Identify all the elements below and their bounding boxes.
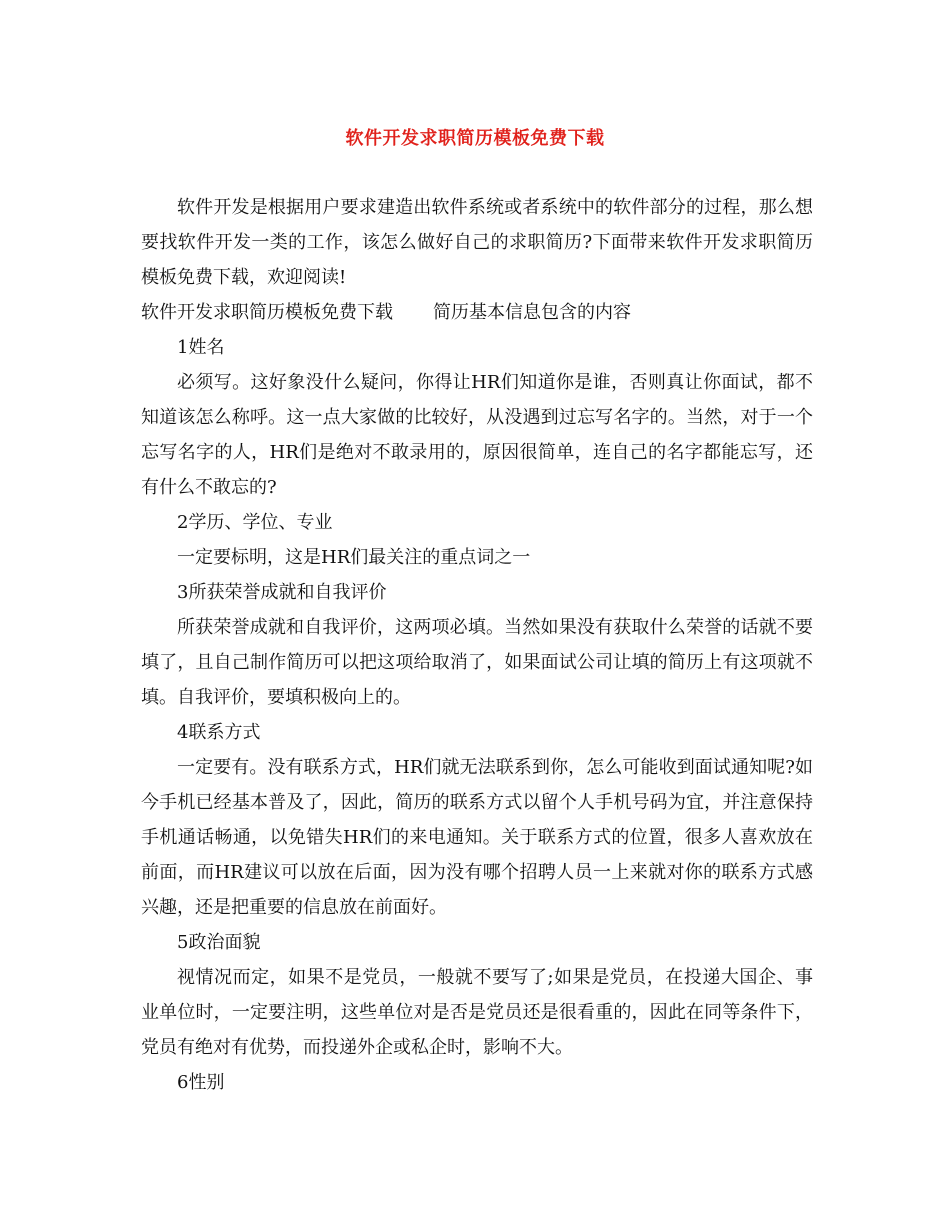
section-label-name: 1姓名 [177, 337, 225, 358]
section-label-honors: 3所获荣誉成就和自我评价 [177, 582, 387, 603]
subheading-right: 简历基本信息包含的内容 [433, 302, 631, 323]
section-label-education: 2学历、学位、专业 [177, 512, 333, 533]
section-label-gender: 6性别 [177, 1072, 225, 1093]
subheading-left: 软件开发求职简历模板免费下载 [141, 302, 393, 323]
subheading-line [141, 295, 813, 330]
section-body-political: 视情况而定，如果不是党员，一般就不要写了;如果是党员，在投递大国企、事业单位时，一定要注明，这些单位对是否是党员还是很看重的，因此在同等条件下，党员有绝对有优势，而投递外企或私企时，影响不大。 [141, 967, 813, 1058]
section-label-political: 5政治面貌 [177, 932, 261, 953]
section-body-contact: 一定要有。没有联系方式，HR们就无法联系到你，怎么可能收到面试通知呢?如今手机已经基本普及了，因此，简历的联系方式以留个人手机号码为宜，并注意保持手机通话畅通，以免错失HR们的来电通知。关于联系方式的位置，很多人喜欢放在前面，而HR建议可以放在后面，因为没有哪个招聘人员一上来就对你的联系方式感兴趣，还是把重要的信息放在前面好。 [141, 757, 813, 918]
section-body-name: 必须写。这好象没什么疑问，你得让HR们知道你是谁，否则真让你面试，都不知道该怎么称呼。这一点大家做的比较好，从没遇到过忘写名字的。当然，对于一个忘写名字的人，HR们是绝对不敢录用的，原因很简单，连自己的名字都能忘写，还有什么不敢忘的? [141, 372, 813, 498]
document-title: 软件开发求职简历模板免费下载 [345, 128, 605, 149]
section-body-education: 一定要标明，这是HR们最关注的重点词之一 [177, 547, 531, 568]
section-label-contact: 4联系方式 [177, 722, 261, 743]
document-body [141, 190, 813, 1100]
section-body-honors: 所获荣誉成就和自我评价，这两项必填。当然如果没有获取什么荣誉的话就不要填了，且自己制作简历可以把这项给取消了，如果面试公司让填的简历上有这项就不填。自我评价，要填积极向上的。 [141, 617, 813, 708]
intro-paragraph: 软件开发是根据用户要求建造出软件系统或者系统中的软件部分的过程，那么想要找软件开发一类的工作，该怎么做好自己的求职简历?下面带来软件开发求职简历模板免费下载，欢迎阅读! [141, 197, 813, 288]
